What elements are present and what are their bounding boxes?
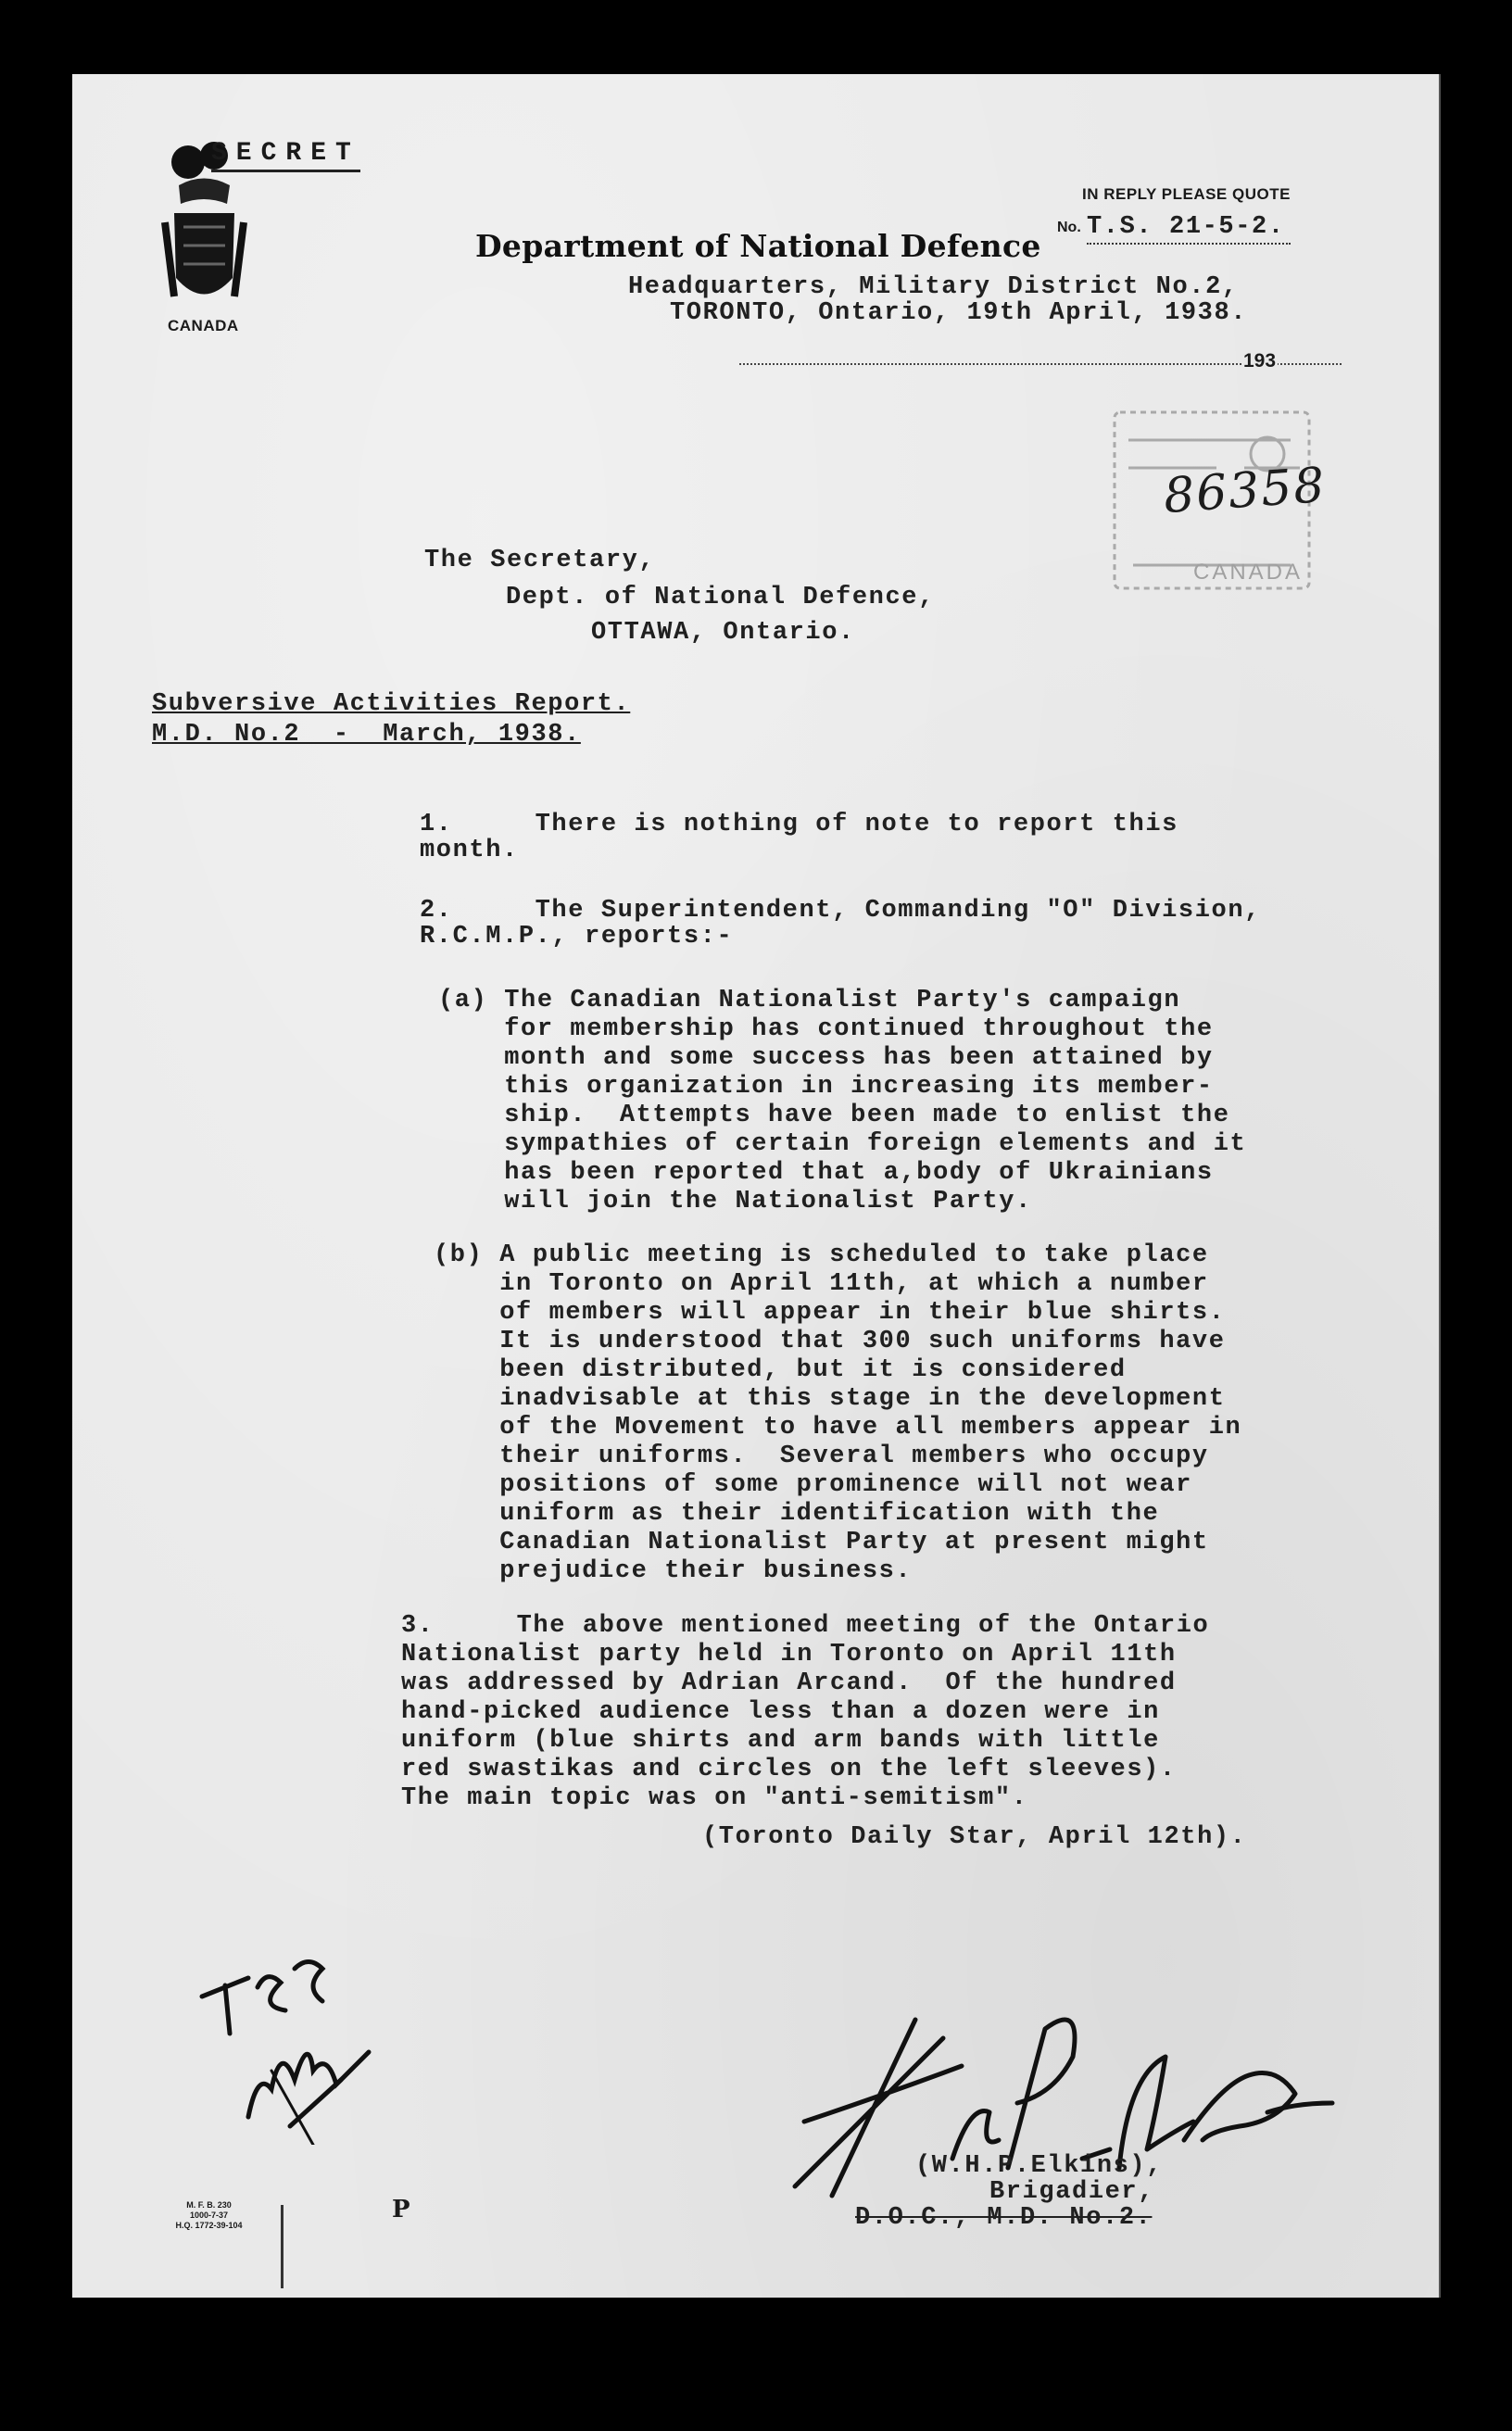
para1-line: month. (420, 837, 519, 864)
handwritten-initials (193, 1932, 443, 2145)
para2a-line: this organization in increasing its member- (438, 1073, 1214, 1101)
margin-mark (281, 2205, 284, 2288)
para2b-line: positions of some prominence will not wear (434, 1471, 1192, 1499)
para3-line: hand-picked audience less than a dozen were in (401, 1698, 1160, 1726)
para3-line: uniform (blue shirts and arm bands with little (401, 1727, 1160, 1755)
stamp-number: 86358 (1162, 457, 1329, 525)
recipient-line-2: Dept. of National Defence, (506, 584, 935, 611)
signatory-rank: Brigadier, (989, 2178, 1155, 2206)
reply-heading: IN REPLY PLEASE QUOTE (1082, 185, 1291, 203)
svg-text:CANADA: CANADA (1193, 560, 1304, 585)
para2b-line: Canadian Nationalist Party at present might (434, 1529, 1209, 1556)
para3-block (401, 1612, 1209, 1813)
subject-line-2: M.D. No.2 - March, 1938. (152, 721, 581, 749)
year-prefix: 193 (1243, 350, 1277, 372)
address-line-1: Headquarters, Military District No.2, (628, 273, 1239, 301)
para2a-line: will join the Nationalist Party. (438, 1188, 1032, 1216)
para2a-line: has been reported that a,body of Ukrainians (438, 1159, 1214, 1187)
reference-label: No. (1057, 220, 1081, 235)
department-title: Department of National Defence (475, 228, 1041, 264)
para1-line: 1. There is nothing of note to report this (420, 811, 1178, 838)
para2b-line: of members will appear in their blue shirts. (434, 1299, 1226, 1327)
signatory-title: D.O.C., M.D. No.2. (855, 2204, 1153, 2232)
classification-secret: SECRET (211, 139, 360, 172)
reference-number: T.S. 21-5-2. (1087, 213, 1291, 245)
para2b-line: of the Movement to have all members appear in (434, 1414, 1242, 1442)
address-line-2: TORONTO, Ontario, 19th April, 1938. (670, 299, 1248, 327)
form-code: M. F. B. 230 1000-7-37 H.Q. 1772-39-104 (175, 2200, 243, 2230)
para2b-line: It is understood that 300 such uniforms have (434, 1328, 1226, 1355)
para2b-line: (b) A public meeting is scheduled to take place (434, 1241, 1209, 1269)
crest-label: CANADA (168, 317, 239, 334)
para2b-line: prejudice their business. (434, 1557, 913, 1585)
para3-line: Nationalist party held in Toronto on April 11th (401, 1641, 1177, 1669)
para2a-line: month and some success has been attained by (438, 1044, 1214, 1072)
para3-line: was addressed by Adrian Arcand. Of the hundred (401, 1669, 1177, 1697)
para3-line: red swastikas and circles on the left sleeves). (401, 1756, 1177, 1783)
para2a-block (438, 987, 1246, 1216)
para3-line: The main topic was on "anti-semitism". (401, 1784, 1028, 1812)
para3-line: 3. The above mentioned meeting of the Ontario (401, 1612, 1210, 1640)
para2b-line: in Toronto on April 11th, at which a number (434, 1270, 1209, 1298)
para2b-block (434, 1241, 1241, 1586)
p-mark: P (392, 2196, 410, 2223)
para3-source: (Toronto Daily Star, April 12th). (702, 1823, 1247, 1851)
para2b-line: inadvisable at this stage in the development (434, 1385, 1226, 1413)
subject-line-1: Subversive Activities Report. (152, 690, 631, 718)
recipient-line-1: The Secretary, (424, 547, 656, 574)
para2b-line: their uniforms. Several members who occupy (434, 1442, 1209, 1470)
para2b-line: been distributed, but it is considered (434, 1356, 1127, 1384)
para2a-line: (a) The Canadian Nationalist Party's campaign (438, 987, 1181, 1014)
recipient-line-3: OTTAWA, Ontario. (591, 619, 855, 647)
para2a-line: for membership has continued throughout the (438, 1015, 1214, 1043)
para2-line: R.C.M.P., reports:- (420, 923, 734, 951)
para2a-line: ship. Attempts have been made to enlist the (438, 1102, 1230, 1129)
letter-page (72, 74, 1441, 2298)
para2-line: 2. The Superintendent, Commanding "O" Division, (420, 897, 1261, 925)
signatory-name: (W.H.P.Elkins), (915, 2152, 1164, 2180)
para2b-line: uniform as their identification with the (434, 1500, 1160, 1528)
para2a-line: sympathies of certain foreign elements and it (438, 1130, 1247, 1158)
